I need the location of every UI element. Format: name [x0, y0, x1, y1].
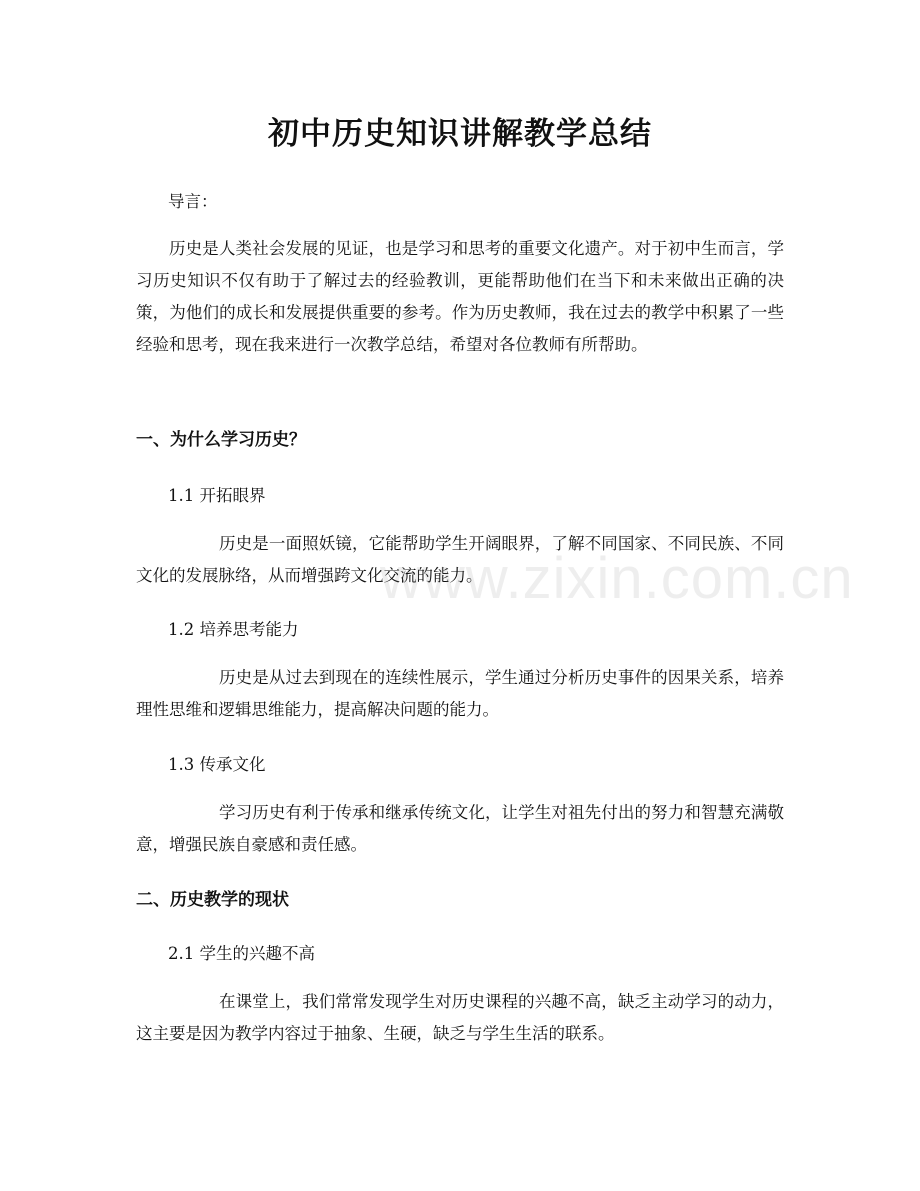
- section-1-heading: 一、为什么学习历史？: [136, 430, 306, 450]
- section-1-1-text: 历史是一面照妖镜，它能帮助学生开阔眼界，了解不同国家、不同民族、不同文化的发展脉络，从而增强跨文化交流的能力。: [136, 534, 784, 585]
- watermark: www.zixin.com.cn: [380, 546, 854, 611]
- intro-label: 导言：: [168, 192, 218, 211]
- intro-paragraph: 历史是人类社会发展的见证，也是学习和思考的重要文化遗产。对于初中生而言，学习历史知识不仅有助于了解过去的经验教训，更能帮助他们在当下和未来做出正确的决策，为他们的成长和发展提供重要的参考。作为历史教师，我在过去的教学中积累了一些经验和思考，现在我来进行一次教学总结，希望对各位教师有所帮助。: [136, 239, 784, 354]
- section-1-1-title: 1.1 开拓眼界: [168, 486, 266, 505]
- section-2-1-text: 在课堂上，我们常常发现学生对历史课程的兴趣不高，缺乏主动学习的动力，这主要是因为教学内容过于抽象、生硬，缺乏与学生生活的联系。: [136, 992, 784, 1043]
- section-2-1-title: 2.1 学生的兴趣不高: [168, 944, 315, 963]
- section-1-2-title: 1.2 培养思考能力: [168, 620, 299, 639]
- section-1-3-text: 学习历史有利于传承和继承传统文化，让学生对祖先付出的努力和智慧充满敬意，增强民族自豪感和责任感。: [136, 803, 784, 854]
- section-1-2-text: 历史是从过去到现在的连续性展示，学生通过分析历史事件的因果关系，培养理性思维和逻辑思维能力，提高解决问题的能力。: [136, 668, 784, 719]
- document-title: 初中历史知识讲解教学总结: [268, 116, 652, 152]
- section-2-heading: 二、历史教学的现状: [136, 890, 289, 910]
- section-1-3-title: 1.3 传承文化: [168, 755, 266, 774]
